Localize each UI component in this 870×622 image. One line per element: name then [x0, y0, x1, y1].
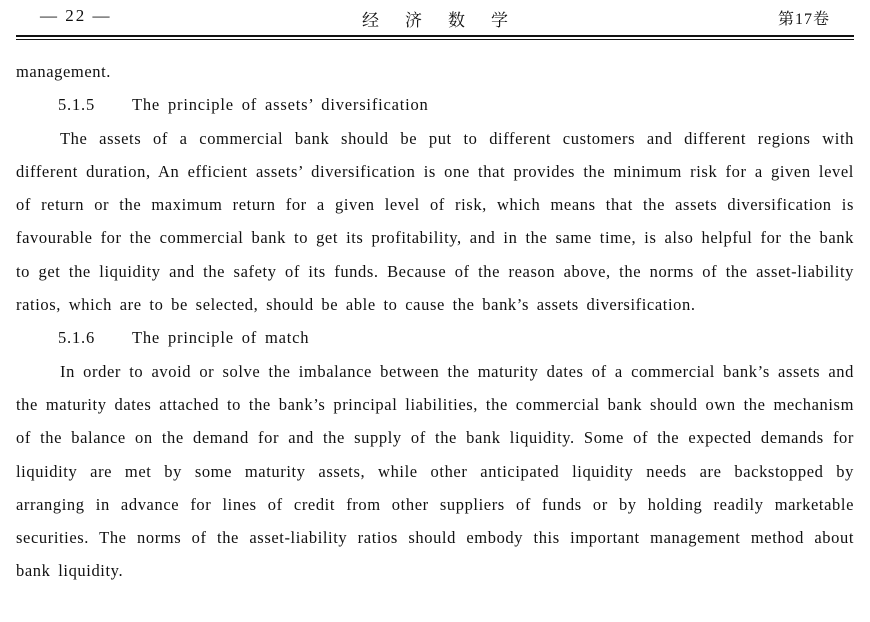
- section-number: 5.1.6: [58, 328, 95, 348]
- section-heading-5-1-6: [16, 321, 854, 354]
- section-heading-5-1-5: [16, 88, 854, 121]
- paragraph-match: In order to avoid or solve the imbalance between the maturity dates of a commercial bank’s assets and the maturity dates attached to the bank’s principal liabilities, the commercial bank should own the mechanism of the balance on the demand for and the supply of the bank liquidity. Some of the expected demands for liquidity are met by some maturity assets, while other anticipated liquidity needs are backstopped by arranging in advance for lines of credit from other suppliers of funds or by holding readily marketable securities. The norms of the asset-liability ratios should embody this important management method about bank liquidity.: [16, 361, 854, 581]
- section-title: The principle of match: [132, 328, 310, 348]
- header-rule-thin: [16, 39, 854, 40]
- section-number: 5.1.5: [58, 95, 95, 115]
- header-rule-thick: [16, 35, 854, 37]
- paragraph-diversification: The assets of a commercial bank should be put to different customers and different regions with different duration, An efficient assets’ diversification is one that provides the minimum risk for a given level of return or the maximum return for a given level of risk, which means that the assets diversification is favourable for the commercial bank to get its profitability, and in the same time, is also helpful for the bank to get the liquidity and the safety of its funds. Because of the reason above, the norms of the asset-liability ratios, which are to be selected, should be able to cause the bank’s assets diversification.: [16, 128, 854, 315]
- paragraph-continuation: management.: [16, 62, 112, 81]
- volume-label: 第17卷: [777, 11, 830, 28]
- page-number: — 22 —: [40, 6, 112, 25]
- running-header: [16, 0, 854, 34]
- section-title: The principle of assets’ diversification: [132, 95, 429, 115]
- article-body: [16, 55, 854, 588]
- journal-title: 经济数学: [362, 11, 534, 30]
